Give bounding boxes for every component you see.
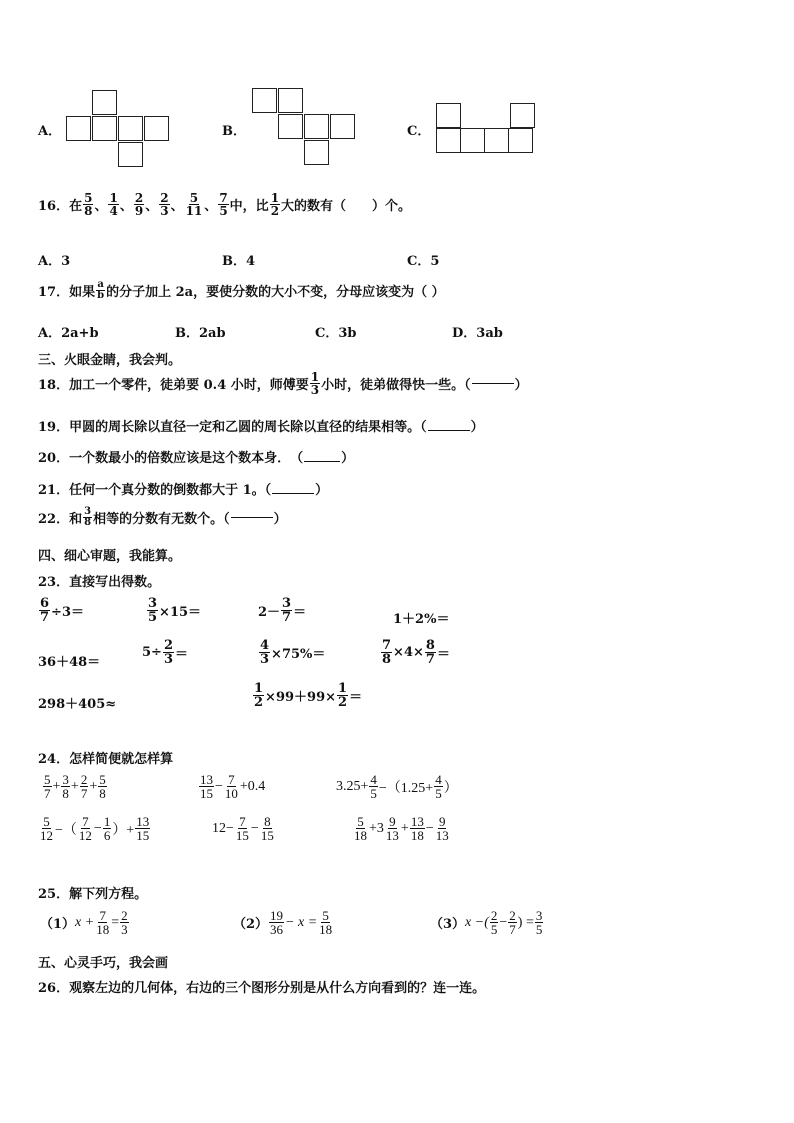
fraction: $\frac{8}{15}$	[260, 814, 274, 843]
fraction: $\frac{7}{10}$	[224, 772, 238, 801]
question-19: 19．甲圆的周长除以直径一定和乙圆的周长除以直径的结果相等。（ ）	[38, 420, 484, 435]
q24-expr-6: $\frac{5}{18}$ +3 $\frac{9}{13}$ + $\frac{13}{18}$ − $\frac{9}{13}$	[354, 814, 449, 843]
fraction: $\frac{7}{8}$	[382, 638, 392, 667]
fraction: $\frac{13}{15}$	[200, 772, 213, 801]
question-18: 18．加工一个零件，徒弟要 0.4 小时，师傅要 $\frac{1}{3}$ 小时，徒弟做得快一些。（ ）	[38, 370, 528, 397]
fraction: $\frac{2}{5}$	[490, 908, 498, 937]
fraction: $\frac{2}{7}$	[80, 772, 88, 801]
fraction: $\frac{8}{7}$	[425, 638, 435, 667]
fraction: $\frac{1}{3}$	[310, 370, 320, 397]
fraction: $\frac{7}{18}$	[96, 908, 110, 937]
q25-title: 25．解下列方程。	[38, 887, 148, 902]
section-3-heading: 三、火眼金睛，我会判。	[38, 353, 182, 368]
q15-option-a-label: A．	[38, 124, 62, 139]
q24-title: 24．怎样简便就怎样算	[38, 752, 174, 767]
answer-blank[interactable]	[231, 517, 273, 518]
fraction: $\frac{2}{3}$	[163, 638, 173, 667]
fraction: $\frac{2}{9}$	[134, 191, 144, 218]
answer-blank[interactable]	[428, 430, 470, 431]
fraction: $\frac{4}{5}$	[435, 772, 442, 801]
q15-option-b-label: B．	[222, 124, 246, 139]
q16-option-b: B．4	[222, 254, 256, 269]
q24-expr-2: $\frac{13}{15}$ − $\frac{7}{10}$ +0.4	[200, 772, 266, 801]
q16-option-c: C．5	[407, 254, 440, 269]
question-17: 17．如果 $\frac{a}{b}$ 的分子加上 2a，要使分数的大小不变，分母应该变为（ ）	[38, 279, 445, 301]
fraction: $\frac{5}{18}$	[354, 814, 367, 843]
q23-item-7: $\frac{4}{3}$ ×75%＝	[260, 638, 326, 667]
question-16: 16．在 $\frac{5}{8}$ 、 $\frac{1}{4}$ 、 $\frac{2}{9}$ 、 $\frac{2}{3}$ 、 $\frac{5}{11}$ 、 $\frac{7}{5}$ 中，比 $\frac{1}{2}$ 大的数有（ ）个。	[38, 191, 412, 218]
fraction: $\frac{1}{6}$	[103, 814, 111, 843]
q23-item-10: $\frac{1}{2}$ ×99＋99× $\frac{1}{2}$ ＝	[254, 681, 363, 710]
q23-item-5: 36＋48＝	[38, 655, 101, 670]
fraction: $\frac{9}{13}$	[385, 814, 399, 843]
fraction: $\frac{5}{12}$	[40, 814, 53, 843]
section-5-heading: 五、心灵手巧，我会画	[38, 956, 169, 971]
q23-item-3: 2－ $\frac{3}{7}$ ＝	[258, 596, 307, 625]
question-22: 22．和 $\frac{3}{8}$ 相等的分数有无数个。（ ）	[38, 506, 287, 528]
fraction: $\frac{7}{12}$	[78, 814, 92, 843]
q23-item-1: $\frac{6}{7}$ ÷3＝	[40, 596, 84, 625]
q25-equation-1: （1） x + $\frac{7}{18}$ = $\frac{2}{3}$	[40, 908, 128, 937]
q23-item-4: 1＋2%＝	[393, 612, 450, 627]
q23-item-2: $\frac{3}{5}$ ×15＝	[148, 596, 202, 625]
q17-option-d: D．3ab	[452, 326, 503, 341]
fraction: $\frac{3}{8}$	[62, 772, 69, 801]
fraction: $\frac{6}{7}$	[40, 596, 50, 625]
q25-equation-2: （2） $\frac{19}{36}$ − x = $\frac{5}{18}$	[233, 908, 333, 937]
q17-option-c: C．3b	[315, 326, 357, 341]
fraction: $\frac{5}{11}$	[185, 191, 203, 218]
fraction: $\frac{5}{8}$	[84, 191, 93, 218]
fraction: $\frac{2}{3}$	[121, 908, 128, 937]
q17-option-b: B．2ab	[175, 326, 226, 341]
fraction: $\frac{2}{7}$	[509, 908, 516, 937]
fraction: $\frac{5}{7}$	[44, 772, 51, 801]
fraction: $\frac{7}{5}$	[219, 191, 228, 218]
fraction: $\frac{5}{8}$	[99, 772, 106, 801]
q16-option-a: A．3	[38, 254, 71, 269]
q25-equation-3: （3） x −( $\frac{2}{5}$ − $\frac{2}{7}$ ) = $\frac{3}{5}$	[430, 908, 543, 937]
fraction: $\frac{3}{8}$	[84, 506, 92, 528]
q23-item-6: 5÷ $\frac{2}{3}$ ＝	[142, 638, 189, 667]
q23-item-9: 298＋405≈	[38, 697, 117, 712]
fraction: $\frac{5}{18}$	[319, 908, 333, 937]
fraction: $\frac{13}{15}$	[136, 814, 150, 843]
fraction: $\frac{3}{7}$	[282, 596, 292, 625]
fraction: $\frac{1}{2}$	[338, 681, 348, 710]
fraction: $\frac{1}{4}$	[109, 191, 118, 218]
fraction: $\frac{2}{3}$	[160, 191, 169, 218]
fraction: $\frac{4}{5}$	[370, 772, 377, 801]
q17-option-a: A．2a+b	[38, 326, 99, 341]
q15-option-c-label: C．	[407, 124, 431, 139]
q24-expr-4: $\frac{5}{12}$ −（ $\frac{7}{12}$ − $\frac{1}{6}$ ）+ $\frac{13}{15}$	[40, 814, 150, 843]
q23-item-8: $\frac{7}{8}$ ×4× $\frac{8}{7}$ ＝	[382, 638, 450, 667]
fraction: $\frac{9}{13}$	[435, 814, 449, 843]
q24-expr-1: $\frac{5}{7}$ + $\frac{3}{8}$ + $\frac{2}{7}$ + $\frac{5}{8}$	[44, 772, 106, 801]
fraction: $\frac{7}{15}$	[235, 814, 249, 843]
answer-blank[interactable]	[472, 383, 514, 384]
fraction: $\frac{a}{b}$	[97, 279, 105, 301]
fraction: $\frac{13}{18}$	[410, 814, 424, 843]
q23-title: 23．直接写出得数。	[38, 575, 161, 590]
fraction: $\frac{3}{5}$	[535, 908, 543, 937]
q24-expr-5: 12− $\frac{7}{15}$ − $\frac{8}{15}$	[212, 814, 274, 843]
fraction: $\frac{1}{2}$	[254, 681, 264, 710]
answer-blank[interactable]	[272, 493, 314, 494]
section-4-heading: 四、细心审题，我能算。	[38, 549, 182, 564]
question-20: 20．一个数最小的倍数应该是这个数本身． （ ）	[38, 451, 355, 466]
answer-blank[interactable]	[304, 461, 340, 462]
fraction: $\frac{4}{3}$	[260, 638, 270, 667]
question-21: 21．任何一个真分数的倒数都大于 1。（ ）	[38, 483, 329, 498]
q24-expr-3: 3.25+ $\frac{4}{5}$ −（1.25+ $\frac{4}{5}$ ）	[336, 772, 458, 801]
fraction: $\frac{3}{5}$	[148, 596, 158, 625]
fraction: $\frac{1}{2}$	[270, 191, 280, 218]
question-26: 26．观察左边的几何体，右边的三个图形分别是从什么方向看到的？连一连。	[38, 981, 486, 996]
fraction: $\frac{19}{36}$	[270, 908, 284, 937]
